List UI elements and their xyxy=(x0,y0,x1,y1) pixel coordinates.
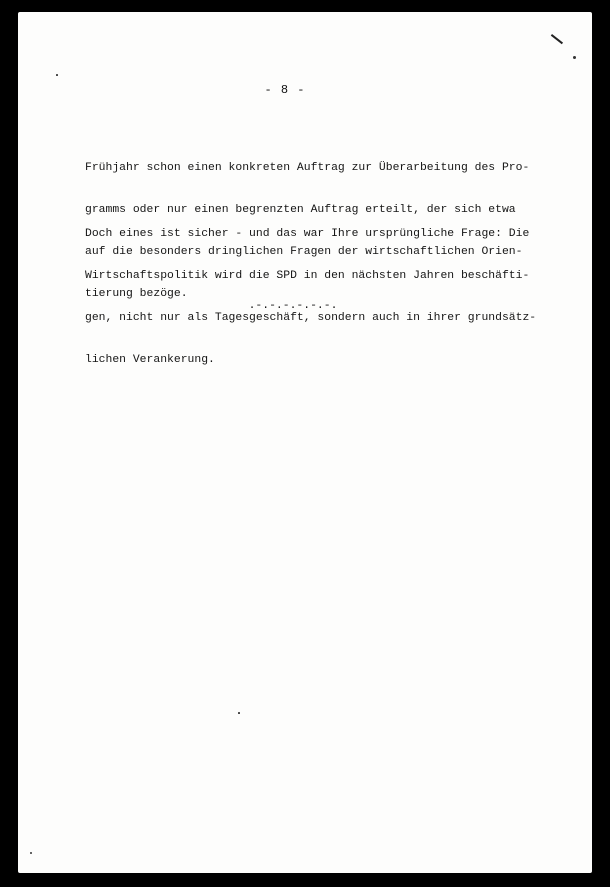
text-line: auf die besonders dringlichen Fragen der wirtschaftlichen Orien- xyxy=(85,246,523,258)
text-line: Doch eines ist sicher - und das war Ihre ursprüngliche Frage: Die xyxy=(85,228,530,240)
text-line: tierung bezöge. xyxy=(85,288,188,300)
scan-speck xyxy=(56,74,58,76)
text-line: Wirtschaftspolitik wird die SPD in den nächsten Jahren beschäfti- xyxy=(85,270,530,282)
text-line: lichen Verankerung. xyxy=(85,354,215,366)
scan-speck xyxy=(573,56,576,59)
text-line: gen, nicht nur als Tagesgeschäft, sondern auch in ihrer grundsätz- xyxy=(85,312,537,324)
text-line: gramms oder nur einen begrenzten Auftrag erteilt, der sich etwa xyxy=(85,204,516,216)
scan-speck xyxy=(30,852,32,854)
text-line: Frühjahr schon einen konkreten Auftrag zur Überarbeitung des Pro- xyxy=(85,162,530,174)
document-page xyxy=(18,12,592,873)
scan-mark xyxy=(551,34,563,44)
page-number: - 8 - xyxy=(264,83,306,97)
paragraph-2 xyxy=(85,199,555,395)
scan-speck xyxy=(238,712,240,714)
end-separator: .-.-.-.-.-.-. xyxy=(248,300,338,312)
